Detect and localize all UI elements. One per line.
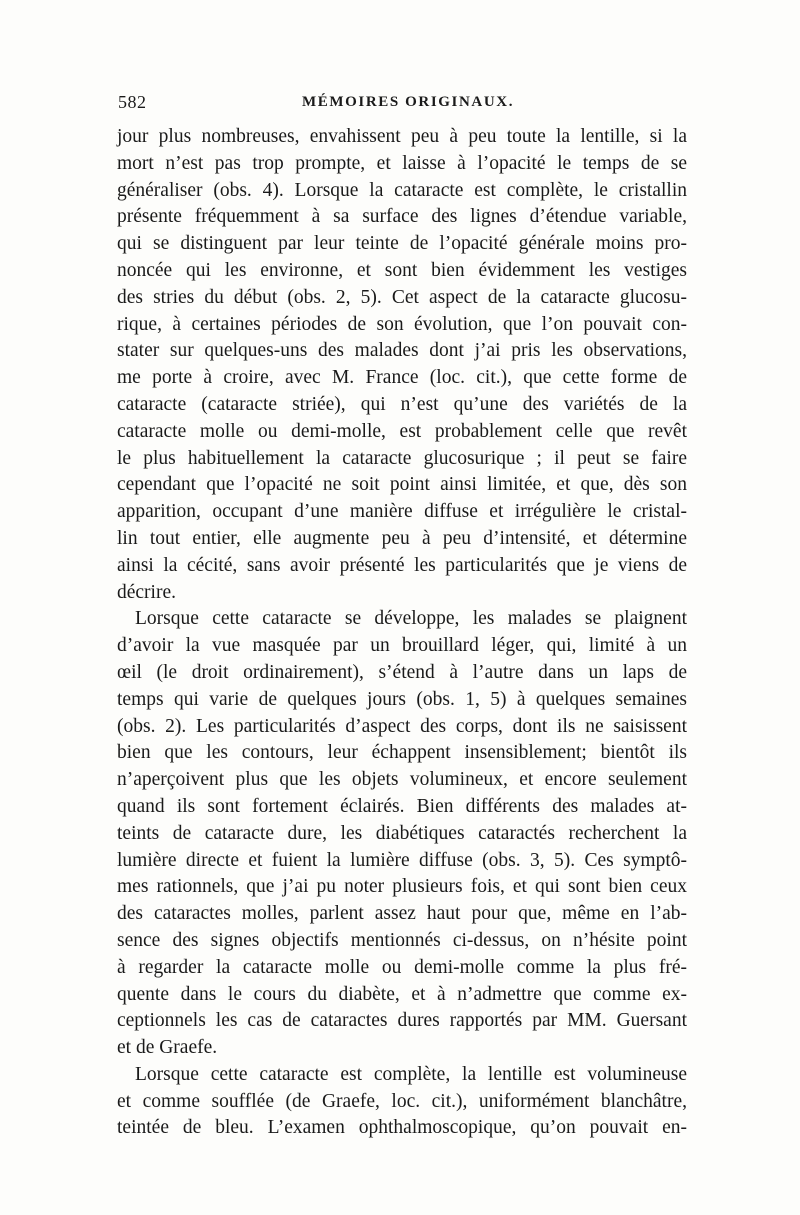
running-title: MÉMOIRES ORIGINAUX. <box>302 94 515 110</box>
text-line: noncée qui les environne, et sont bien évidemment les vestiges <box>117 259 687 281</box>
text-line: bien que les contours, leur échappent insensiblement; bientôt ils <box>117 742 687 764</box>
text-line: d’avoir la vue masquée par un brouillard léger, qui, limité à un <box>117 635 687 657</box>
text-line: sence des signes objectifs mentionnés ci-dessus, on n’hésite point <box>117 929 687 951</box>
text-line: quente dans le cours du diabète, et à n’admettre que comme ex- <box>117 983 687 1005</box>
text-line: le plus habituellement la cataracte glucosurique ; il peut se faire <box>117 447 687 469</box>
text-line: mes rationnels, que j’ai pu noter plusieurs fois, et qui sont bien ceux <box>117 876 687 898</box>
text-line: lumière directe et fuient la lumière diffuse (obs. 3, 5). Ces symptô- <box>117 849 687 871</box>
paragraph-start-line: Lorsque cette cataracte est complète, la lentille est volumineuse <box>135 1063 687 1085</box>
text-line: teintée de bleu. L’examen ophthalmoscopique, qu’on pouvait en- <box>117 1117 687 1139</box>
text-line: des cataractes molles, parlent assez haut pour que, même en l’ab- <box>117 903 687 925</box>
text-line: ainsi la cécité, sans avoir présenté les particularités que je viens de <box>117 554 687 576</box>
body-text <box>117 124 687 1142</box>
text-line: quand ils sont fortement éclairés. Bien différents des malades at- <box>117 795 687 817</box>
running-header <box>118 92 684 118</box>
text-line: lin tout entier, elle augmente peu à peu d’intensité, et détermine <box>117 527 687 549</box>
text-line: apparition, occupant d’une manière diffuse et irrégulière le cristal- <box>117 501 687 523</box>
text-line: cataracte molle ou demi-molle, est probablement celle que revêt <box>117 420 687 442</box>
text-line: cataracte (cataracte striée), qui n’est qu’une des variétés de la <box>117 393 687 415</box>
text-line: (obs. 2). Les particularités d’aspect des corps, dont ils ne saisissent <box>117 715 687 737</box>
page-number: 582 <box>118 92 147 112</box>
text-line: des stries du début (obs. 2, 5). Cet aspect de la cataracte glucosu- <box>117 286 687 308</box>
text-line: cependant que l’opacité ne soit point ainsi limitée, et que, dès son <box>117 474 687 496</box>
paragraph-start-line: Lorsque cette cataracte se développe, les malades se plaignent <box>135 608 687 630</box>
text-line: stater sur quelques-uns des malades dont j’ai pris les observations, <box>117 340 687 362</box>
text-line: jour plus nombreuses, envahissent peu à peu toute la lentille, si la <box>117 126 687 147</box>
text-line: qui se distinguent par leur teinte de l’opacité générale moins pro- <box>117 233 687 255</box>
text-line: et de Graefe. <box>117 1037 218 1059</box>
text-line: rique, à certaines périodes de son évolution, que l’on pouvait con- <box>117 313 687 335</box>
text-line: décrire. <box>117 581 176 603</box>
text-line: ceptionnels les cas de cataractes dures rapportés par MM. Guersant <box>117 1010 687 1032</box>
text-line: temps qui varie de quelques jours (obs. 1, 5) à quelques semaines <box>117 688 687 710</box>
text-line: mort n’est pas trop prompte, et laisse à l’opacité le temps de se <box>117 152 687 174</box>
text-line: œil (le droit ordinairement), s’étend à l’autre dans un laps de <box>117 661 687 683</box>
text-line: à regarder la cataracte molle ou demi-molle comme la plus fré- <box>117 956 687 978</box>
text-line: n’aperçoivent plus que les objets volumineux, et encore seulement <box>117 769 687 791</box>
text-line: me porte à croire, avec M. France (loc. cit.), que cette forme de <box>117 367 687 389</box>
text-line: présente fréquemment à sa surface des lignes d’étendue variable, <box>117 206 687 228</box>
text-line: et comme soufflée (de Graefe, loc. cit.), uniformément blanchâtre, <box>117 1090 687 1112</box>
text-line: généraliser (obs. 4). Lorsque la cataracte est complète, le cristallin <box>117 179 687 201</box>
text-line: teints de cataracte dure, les diabétiques cataractés recherchent la <box>117 822 687 844</box>
